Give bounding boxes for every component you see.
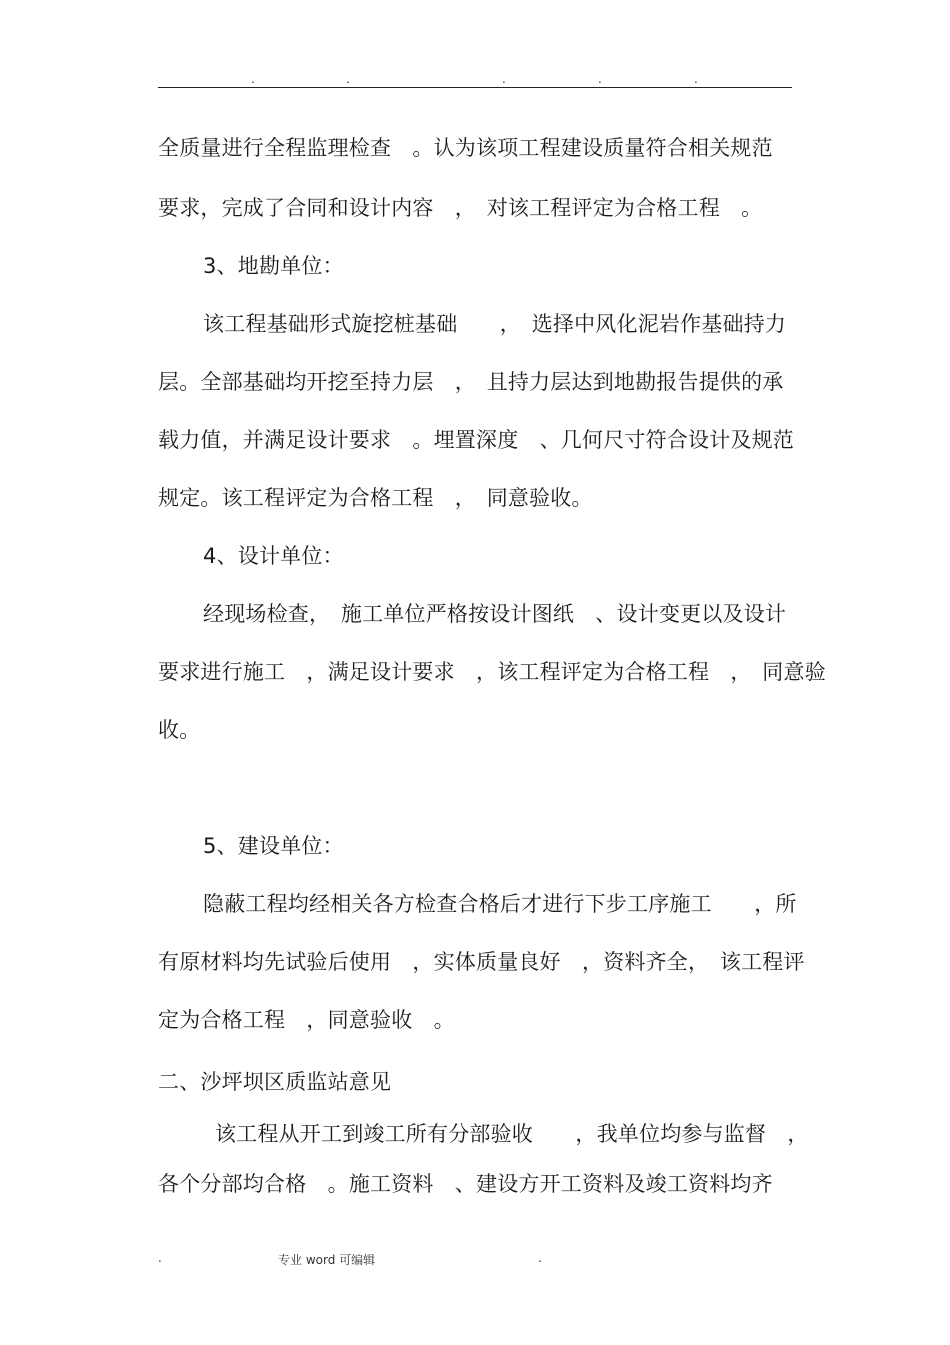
body-line: 各个分部均合格 。施工资料 、建设方开工资料及竣工资料均齐 (158, 1172, 773, 1196)
body-line: 定为合格工程 ，同意验收 。 (158, 1008, 455, 1032)
header-dot: . (346, 72, 350, 86)
body-line: 规定。该工程评定为合格工程 ， 同意验收。 (158, 486, 593, 510)
header-dot: . (251, 72, 255, 86)
footer-dot-right: . (538, 1251, 542, 1265)
footer-label: 专业 word 可编辑 (278, 1253, 376, 1267)
header-dot: . (598, 72, 602, 86)
header-dot: . (502, 72, 506, 86)
body-line: 隐蔽工程均经相关各方检查合格后才进行下步工序施工 ，所 (203, 892, 797, 916)
body-line: 层。全部基础均开挖至持力层 ， 且持力层达到地勘报告提供的承 (158, 370, 784, 394)
body-line: 要求，完成了合同和设计内容 ， 对该工程评定为合格工程 。 (158, 196, 763, 220)
body-line: 要求进行施工 ，满足设计要求 ，该工程评定为合格工程 ， 同意验 (158, 660, 826, 684)
body-line: 该工程从开工到竣工所有分部验收 ，我单位均参与监督 ， (215, 1122, 809, 1146)
body-line: 载力值，并满足设计要求 。埋置深度 、几何尺寸符合设计及规范 (158, 428, 794, 452)
footer-dot-left: . (158, 1251, 162, 1265)
section-heading: 5、建设单位： (203, 834, 344, 858)
body-line: 全质量进行全程监理检查 。认为该项工程建设质量符合相关规范 (158, 136, 773, 160)
section-heading: 4、设计单位： (203, 544, 344, 568)
section-heading: 二、沙坪坝区质监站意见 (158, 1070, 392, 1094)
body-line: 有原材料均先试验后使用 ，实体质量良好 ，资料齐全， 该工程评 (158, 950, 805, 974)
body-line: 收。 (158, 718, 201, 742)
header-rule (158, 87, 792, 88)
body-line: 经现场检查， 施工单位严格按设计图纸 、设计变更以及设计 (203, 602, 787, 626)
body-line: 该工程基础形式旋挖桩基础 ， 选择中风化泥岩作基础持力 (203, 312, 787, 336)
section-heading: 3、地勘单位： (203, 254, 344, 278)
header-dot: . (694, 72, 698, 86)
